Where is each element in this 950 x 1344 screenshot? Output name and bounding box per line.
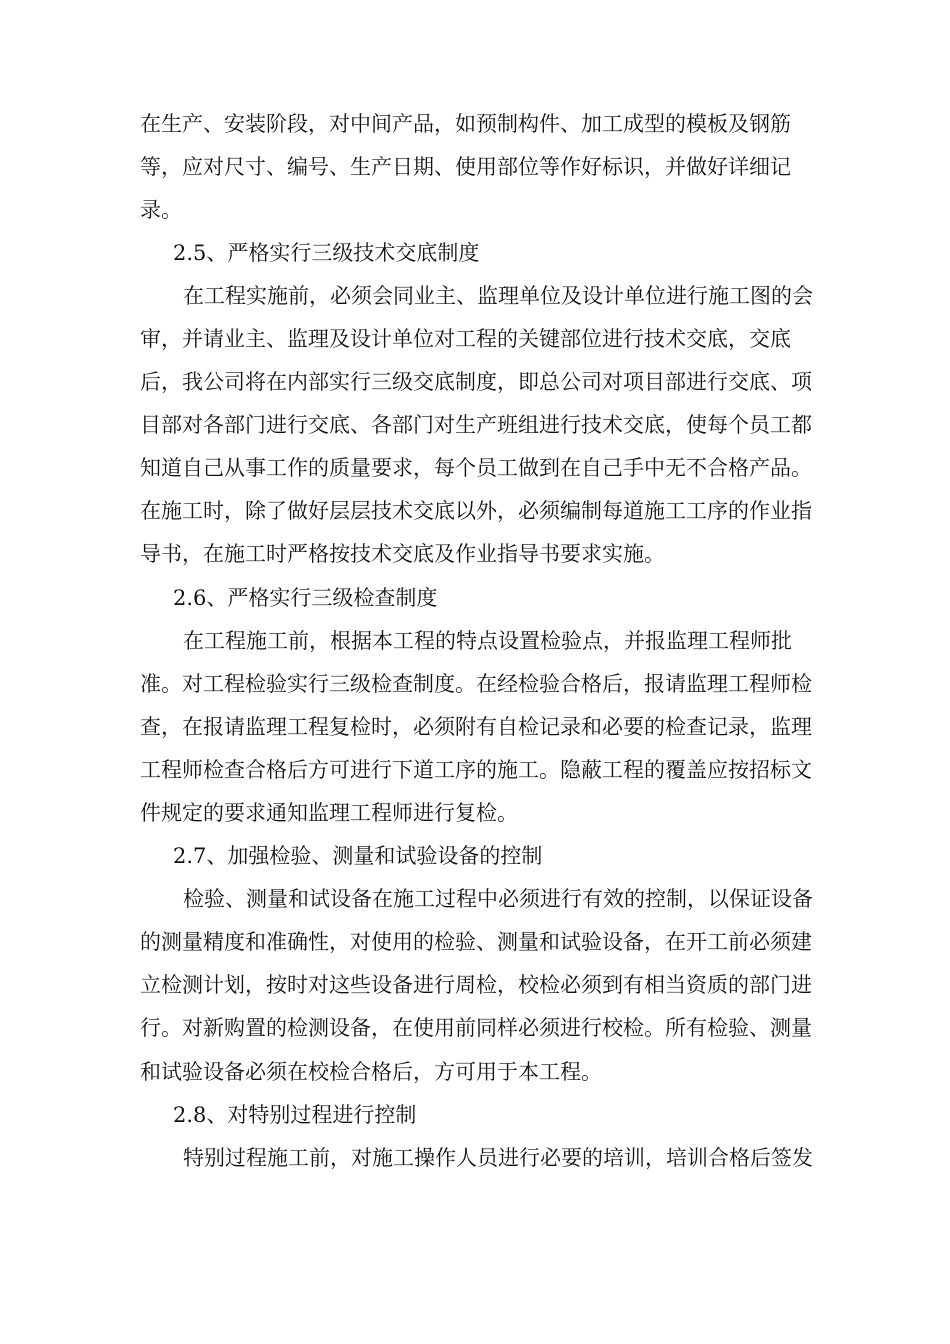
section-heading-2-7: 2.7、加强检验、测量和试验设备的控制: [173, 844, 543, 868]
body-text-line: 录。: [140, 198, 182, 222]
body-text-line: 目部对各部门进行交底、各部门对生产班组进行技术交底，使每个员工都: [140, 413, 812, 437]
body-text-line: 特别过程施工前，对施工操作人员进行必要的培训，培训合格后签发: [183, 1146, 813, 1170]
body-text-line: 在工程施工前，根据本工程的特点设置检验点，并报监理工程师批: [183, 629, 792, 653]
body-text-line: 行。对新购置的检测设备，在使用前同样必须进行校检。所有检验、测量: [140, 1016, 812, 1040]
body-text-line: 立检测计划，按时对这些设备进行周检，校检必须到有相当资质的部门进: [140, 973, 812, 997]
body-text-line: 后，我公司将在内部实行三级交底制度，即总公司对项目部进行交底、项: [140, 370, 812, 394]
body-text-line: 在施工时，除了做好层层技术交底以外，必须编制每道施工工序的作业指: [140, 499, 812, 523]
body-text-line: 工程师检查合格后方可进行下道工序的施工。隐蔽工程的覆盖应按招标文: [140, 758, 812, 782]
body-text-line: 在工程实施前，必须会同业主、监理单位及设计单位进行施工图的会: [183, 284, 813, 308]
body-text-line: 导书，在施工时严格按技术交底及作业指导书要求实施。: [140, 542, 665, 566]
section-heading-2-6: 2.6、严格实行三级检查制度: [173, 586, 438, 610]
body-text-line: 件规定的要求通知监理工程师进行复检。: [140, 801, 518, 825]
section-heading-2-5: 2.5、严格实行三级技术交底制度: [173, 241, 480, 265]
body-text-line: 查，在报请监理工程复检时，必须附有自检记录和必要的检查记录，监理: [140, 715, 812, 739]
body-text-line: 审，并请业主、监理及设计单位对工程的关键部位进行技术交底，交底: [140, 327, 791, 351]
body-text-line: 等，应对尺寸、编号、生产日期、使用部位等作好标识，并做好详细记: [140, 155, 791, 179]
body-text-line: 和试验设备必须在校检合格后，方可用于本工程。: [140, 1060, 602, 1084]
body-text-line: 知道自己从事工作的质量要求，每个员工做到在自己手中无不合格产品。: [140, 456, 812, 480]
section-heading-2-8: 2.8、对特别过程进行控制: [173, 1103, 417, 1127]
body-text-line: 的测量精度和准确性，对使用的检验、测量和试验设备，在开工前必须建: [140, 930, 812, 954]
body-text-line: 检验、测量和试设备在施工过程中必须进行有效的控制，以保证设备: [183, 887, 813, 911]
body-text-line: 在生产、安装阶段，对中间产品，如预制构件、加工成型的模板及钢筋: [140, 112, 791, 136]
body-text-line: 准。对工程检验实行三级检查制度。在经检验合格后，报请监理工程师检: [140, 672, 812, 696]
